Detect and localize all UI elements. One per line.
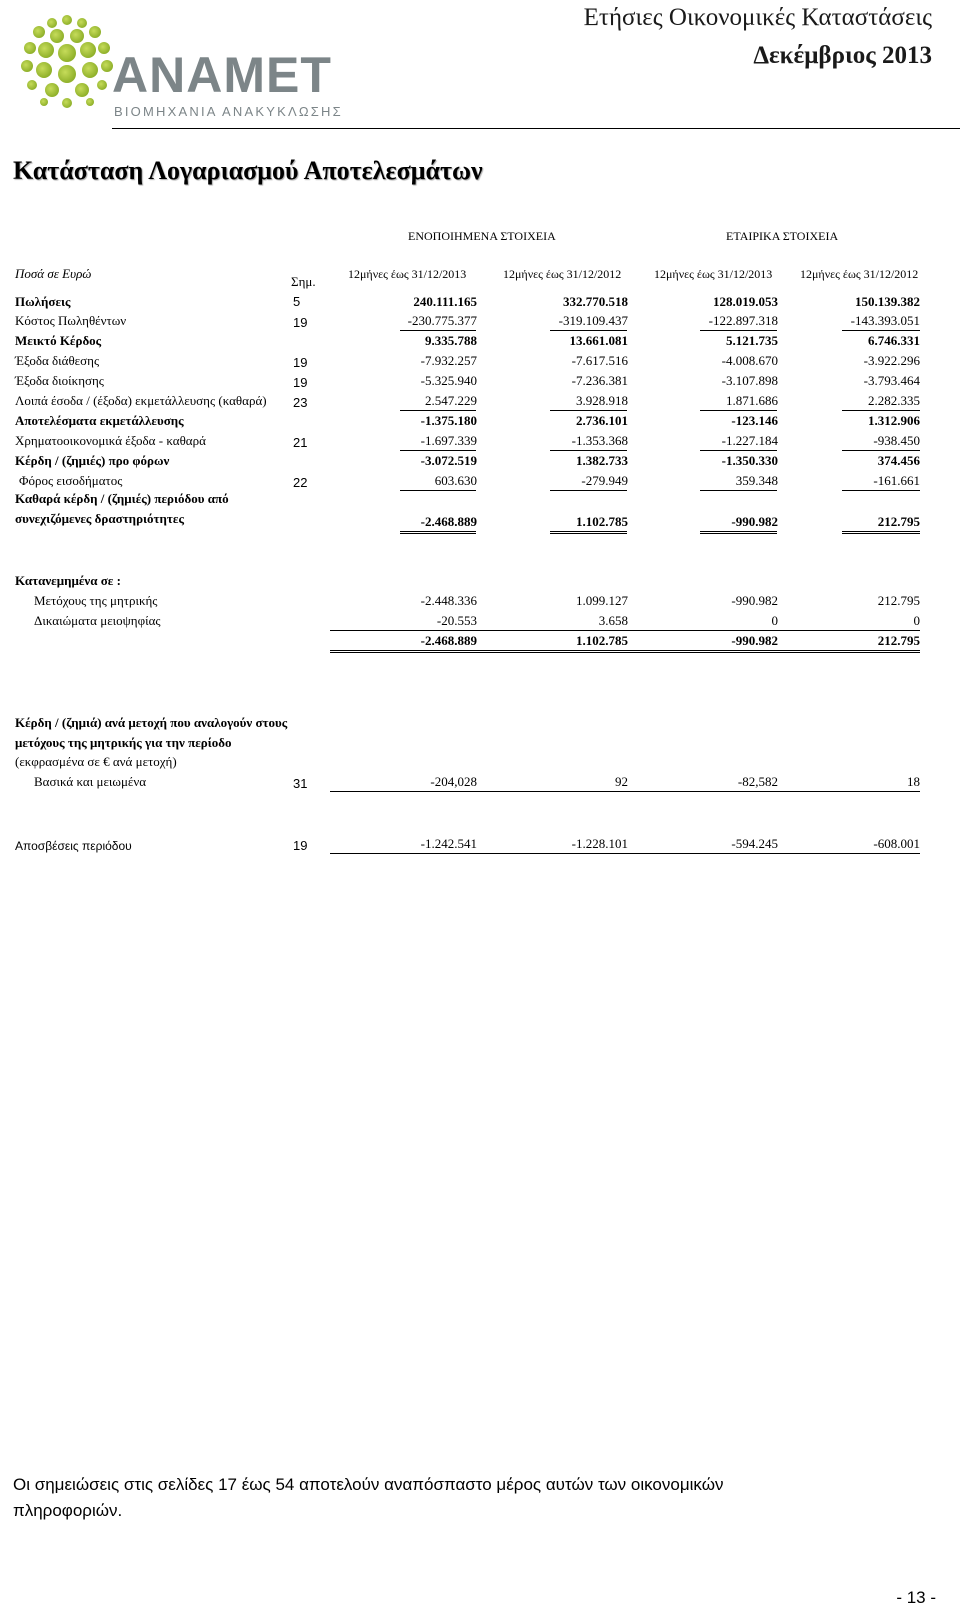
subtotal-line [842,490,920,491]
row-note: 22 [293,475,308,490]
cell: 332.770.518 [563,294,628,309]
cell: -990.982 [731,633,778,648]
cell: -20.553 [436,613,477,628]
row-label: Έξοδα διοίκησης [15,373,104,388]
row-note: 19 [293,355,308,370]
subtotal-line [400,410,476,411]
row-label: Πωλήσεις [15,294,71,309]
cell: 212.795 [877,593,920,608]
total-line [330,650,920,653]
page-title: Κατάσταση Λογαριασμού Αποτελεσμάτων [13,156,483,185]
cell: -2.468.889 [420,514,477,529]
row-label: Αποτελέσματα εκμετάλλευσης [15,413,184,428]
row-note: 19 [293,375,308,390]
cell: 92 [615,774,628,789]
total-line [400,531,476,534]
cell: -3.072.519 [420,453,477,468]
cell: 212.795 [877,633,920,648]
group-company: ΕΤΑΙΡΙΚΑ ΣΤΟΙΧΕΙΑ [726,229,839,243]
cell: -1.697.339 [420,433,477,448]
row-label: Βασικά και μειωμένα [34,774,147,789]
cell: 1.102.785 [576,514,628,529]
col-header-3: 12μήνες έως 31/12/2013 [654,267,773,281]
eps-title-line3: (εκφρασμένα σε € ανά μετοχή) [15,754,177,769]
row-label: Κόστος Πωληθέντων [15,313,127,328]
cell: -122.897.318 [708,313,778,328]
subtotal-line [700,490,777,491]
document-title: Ετήσιες Οικονομικές Καταστάσεις [583,4,932,31]
row-label: Μετόχους της μητρικής [34,593,158,608]
row-note: 19 [293,838,308,853]
company-tagline: ΒΙΟΜΗΧΑΝΙΑ ΑΝΑΚΥΚΛΩΣΗΣ [114,104,343,119]
cell: -82,582 [737,774,778,789]
cell: -230.775.377 [407,313,477,328]
row-note: 19 [293,315,308,330]
cell: 0 [771,613,778,628]
cell: -1.375.180 [420,413,477,428]
total-line [842,531,920,534]
subtotal-line [550,330,627,331]
cell: 13.661.081 [569,333,628,348]
cell: 18 [907,774,920,789]
header-divider [112,128,960,129]
cell: -319.109.437 [558,313,628,328]
company-name: ANAMET [112,47,332,103]
footer-note: Οι σημειώσεις στις σελίδες 17 έως 54 αποτελούν αναπόσπαστο μέρος αυτών των οικονομικών πληροφοριών. [13,1475,724,1520]
cell: 603.630 [434,473,477,488]
cell: 128.019.053 [713,294,778,309]
cell: -1.228.101 [571,836,628,851]
subtotal-line [700,410,777,411]
subtotal-line [330,630,920,631]
cell: 2.736.101 [576,413,628,428]
cell: -161.661 [873,473,920,488]
cell: -3.922.296 [863,353,920,368]
cell: 5.121.735 [726,333,778,348]
cell: -938.450 [873,433,920,448]
cell: 1.102.785 [576,633,628,648]
row-note: 23 [293,395,308,410]
cell: -608.001 [873,836,920,851]
row-note: 5 [293,294,301,309]
subtotal-line [550,410,627,411]
cell: -5.325.940 [420,373,477,388]
total-line [550,531,627,534]
row-note: 31 [293,776,308,791]
cell: 1.099.127 [576,593,628,608]
row-label: Φόρος εισοδήματος [19,473,123,488]
col-header-4: 12μήνες έως 31/12/2012 [800,267,919,281]
row-label: Καθαρά κέρδη / (ζημιές) περιόδου από [15,491,229,506]
document-date: Δεκέμβριος 2013 [753,42,932,69]
row-label: Κέρδη / (ζημιές) προ φόρων [15,453,170,468]
cell: 3.658 [598,613,628,628]
subtotal-line [842,410,920,411]
row-label: Χρηματοοικονομικά έξοδα - καθαρά [15,433,206,448]
row-underline [330,791,920,792]
cell: -594.245 [731,836,778,851]
cell: -3.793.464 [863,373,920,388]
cell: -3.107.898 [721,373,778,388]
cell: 212.795 [877,514,920,529]
cell: 6.746.331 [868,333,920,348]
cell: 240.111.165 [413,294,477,309]
subtotal-line [400,490,476,491]
cell: -279.949 [581,473,628,488]
logo-sphere-icon [12,8,122,118]
cell: -123.146 [731,413,778,428]
cell: -7.617.516 [571,353,628,368]
cell: 2.547.229 [425,393,477,408]
row-label: Έξοδα διάθεσης [15,353,100,368]
currency-label: Ποσά σε Ευρώ [15,266,92,281]
eps-title-line1: Κέρδη / (ζημιά) ανά μετοχή που αναλογούν στους [15,715,288,730]
row-label: Μεικτό Κέρδος [15,333,102,348]
cell: 1.382.733 [576,453,628,468]
row-label-line2: συνεχιζόμενες δραστηριότητες [15,511,184,526]
cell: 1.871.686 [726,393,778,408]
cell: 0 [913,613,920,628]
cell: -4.008.670 [721,353,778,368]
cell: -990.982 [731,514,778,529]
cell: -7.236.381 [571,373,628,388]
cell: -990.982 [731,593,778,608]
cell: 150.139.382 [855,294,920,309]
row-label: Λοιπά έσοδα / (έξοδα) εκμετάλλευσης (καθαρά) [15,393,267,408]
col-header-1: 12μήνες έως 31/12/2013 [348,267,467,281]
group-consolidated: ΕΝΟΠΟΙΗΜΕΝΑ ΣΤΟΙΧΕΙΑ [408,229,556,243]
cell: 2.282.335 [868,393,920,408]
cell: 359.348 [735,473,778,488]
subtotal-line [550,490,627,491]
note-header: Σημ. [291,274,316,289]
cell: -1.350.330 [721,453,778,468]
page-number: - 13 - [896,1588,936,1607]
row-underline [330,853,920,854]
cell: -143.393.051 [850,313,920,328]
col-header-2: 12μήνες έως 31/12/2012 [503,267,622,281]
row-label: Δικαιώματα μειοψηφίας [34,613,161,628]
allocation-title: Κατανεμημένα σε : [15,573,121,588]
subtotal-line [550,450,627,451]
cell: 3.928.918 [576,393,628,408]
subtotal-line [400,450,476,451]
total-line [700,531,777,534]
cell: -204,028 [430,774,477,789]
subtotal-line [700,330,777,331]
row-note: 21 [293,435,308,450]
subtotal-line [842,450,920,451]
subtotal-line [842,330,920,331]
cell: -2.448.336 [420,593,477,608]
cell: -1.242.541 [420,836,477,851]
cell: 9.335.788 [425,333,477,348]
cell: 374.456 [877,453,920,468]
cell: -2.468.889 [420,633,477,648]
row-label: Αποσβέσεις περιόδου [15,839,132,853]
subtotal-line [400,330,476,331]
cell: -1.227.184 [721,433,778,448]
subtotal-line [700,450,777,451]
cell: -1.353.368 [571,433,628,448]
eps-title-line2: μετόχους της μητρικής για την περίοδο [15,735,232,750]
cell: -7.932.257 [420,353,477,368]
cell: 1.312.906 [868,413,920,428]
